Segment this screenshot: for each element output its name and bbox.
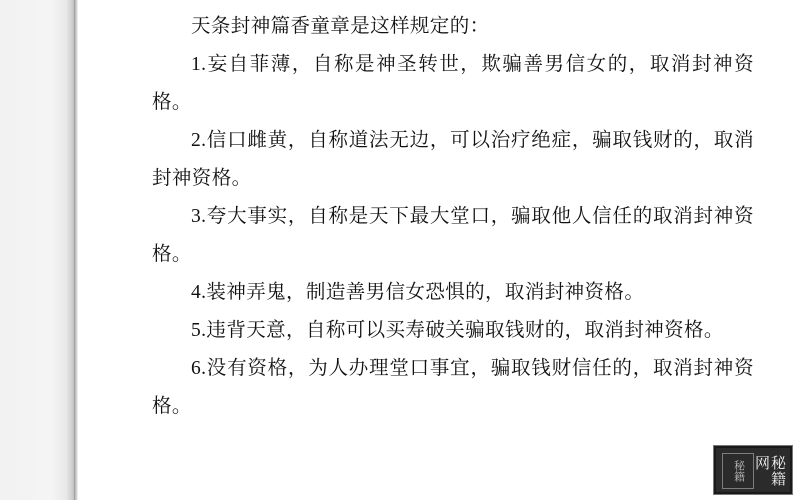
watermark-stamp bbox=[714, 446, 792, 494]
page-edge-line bbox=[74, 0, 75, 500]
paragraph-item-3: 3.夸大事实，自称是天下最大堂口，骗取他人信任的取消封神资格。 bbox=[152, 206, 754, 265]
paragraph-item-5: 5.违背天意，自称可以买寿破关骗取钱财的，取消封神资格。 bbox=[191, 320, 724, 341]
paragraph-item-6: 6.没有资格，为人办理堂口事宜，骗取钱财信任的，取消封神资格。 bbox=[152, 358, 754, 417]
watermark-label: 秘籍网 bbox=[753, 455, 785, 487]
watermark-seal-icon: 秘籍 bbox=[722, 453, 754, 489]
document-body bbox=[78, 0, 800, 426]
paragraph-heading: 天条封神篇香童章是这样规定的： bbox=[191, 16, 490, 37]
document-page bbox=[78, 0, 800, 500]
paragraph-item-2: 2.信口雌黄，自称道法无边，可以治疗绝症，骗取钱财的，取消封神资格。 bbox=[152, 130, 754, 189]
page-gutter-shadow bbox=[0, 0, 78, 500]
paragraph-item-1: 1.妄自菲薄，自称是神圣转世，欺骗善男信女的，取消封神资格。 bbox=[152, 54, 754, 113]
paragraph-item-4: 4.装神弄鬼，制造善男信女恐惧的，取消封神资格。 bbox=[191, 282, 645, 303]
